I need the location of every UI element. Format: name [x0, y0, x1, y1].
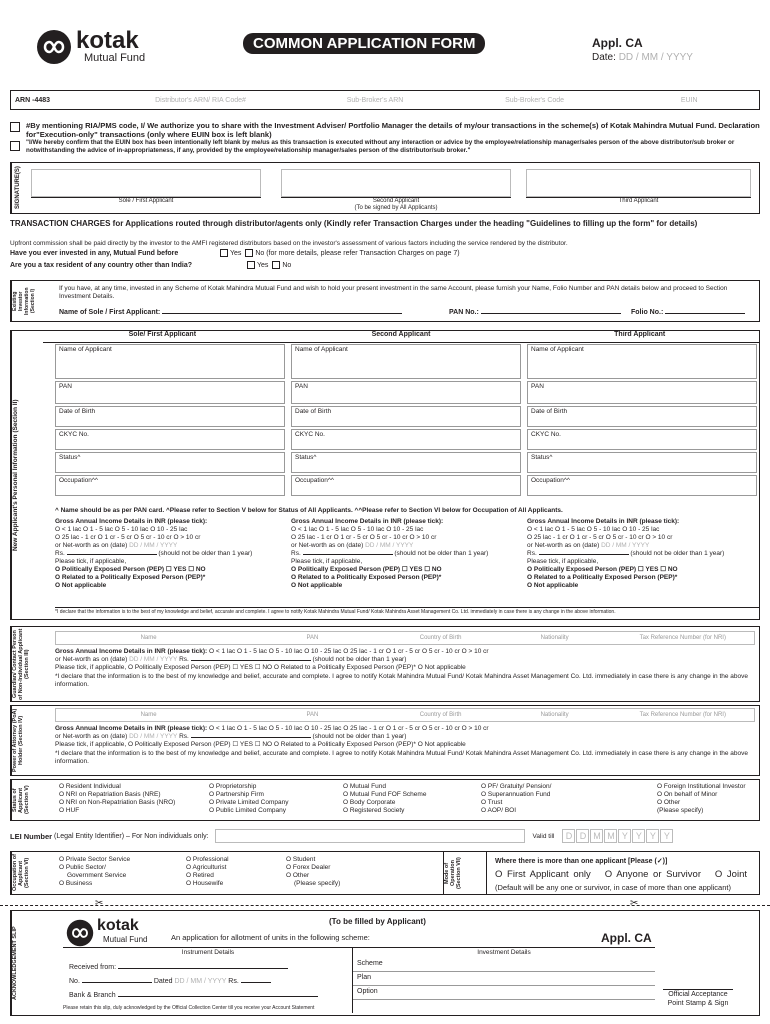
signature-section: [10, 162, 760, 214]
poa-networth[interactable]: or Net-worth as on (date) DD / MM / YYYY Rs. (should not be older than 1 year): [55, 733, 407, 740]
guardian-pep[interactable]: Please tick, if applicable, O Politically Exposed Person (PEP) ☐ YES ☐ NO O Related to a Politically Exposed Person (PEP)* O Not applicable: [55, 664, 466, 671]
invested-no-checkbox[interactable]: [245, 249, 253, 257]
applicant-3-field-4[interactable]: CKYC No.: [527, 429, 757, 450]
applicant-1-field-5[interactable]: Status^: [55, 452, 285, 473]
ack-footer: Please retain this slip, duly acknowledged by the Official Collection Center till you receive your Account Statement: [63, 1005, 315, 1011]
poa-fields[interactable]: Name PAN Country of Birth Nationality Tax Reference Number (for NRI): [55, 708, 755, 722]
guardian-declaration: *I declare that the information is to the best of my knowledge and belief, accurate and complete. I agree to notify Kotak Mahindra Mutual Fund/ Kotak Mahindra Asset Management Co. Ltd. immediately in case there is any change in the above information.: [55, 673, 749, 688]
existing-text: If you have, at any time, invested in any Scheme of Kotak Mahindra Mutual Fund and wish to hold your present investment in the same Account, please furnish your Name, Folio Number and PAN details below and proceed to Section Investment Details.: [59, 285, 728, 300]
applicant-1-field-3[interactable]: Date of Birth: [55, 406, 285, 427]
sign-box-second[interactable]: [281, 169, 511, 197]
applicant-3-field-6[interactable]: Occupation^^: [527, 475, 757, 496]
scissors-icon: ✂: [95, 898, 104, 909]
euin-checkbox[interactable]: [10, 141, 20, 151]
name-note: ^ Name should be as per PAN card. ^Please refer to Section V below for Status of All Applicants. ^^Please refer to Section VI below for Occupation of All Applicants.: [55, 507, 563, 514]
applicant-1-field-1[interactable]: Name of Applicant: [55, 344, 285, 379]
form-title: COMMON APPLICATION FORM: [243, 33, 485, 54]
occupation-col-2[interactable]: O Professional O Agriculturist O Retired O Housewife: [186, 856, 229, 887]
investment-details: Investment Details Scheme Plan Option: [353, 947, 655, 1013]
received-from-field[interactable]: Received from:: [69, 964, 288, 971]
guardian-section: Guardian/ Contact Person of Non-Individual Applicant (Section III) Name PAN Country of Birth Nationality Tax Reference Number (for NRI) Gross Annual Income Details in INR (please tick): O < 1 lac O 1 - 5 lac O 5 - 10 lac O 10 - 25 lac O 25 lac - 1 cr O 1 cr - 5 cr O 5 cr - 10 cr O > 10 cr or Net-worth as on (date) DD / MM / YYYY Rs. (should not be older than 1 year) Please tick, if applicable, O Politically Exposed Person (PEP) ☐ YES ☐ NO O Related to a Politically Exposed Person (PEP)* O Not applicable *I declare that the information is to the best of my knowledge and belief, accurate and complete. I agree to notify Kotak Mahindra Mutual Fund/ Kotak Mahindra Asset Management Co. Ltd. immediately in case there is any change in the above information.: [10, 626, 760, 702]
transaction-heading: TRANSACTION CHARGES for Applications routed through distributor/agents only (Kindly refer Transaction Charges under the heading "Guidelines to filling up the form" for details): [10, 219, 698, 228]
lei-date-box[interactable]: M: [604, 829, 617, 843]
scheme-field[interactable]: Scheme: [353, 960, 655, 972]
logo-brand: kotak: [76, 27, 139, 54]
instrument-no-field[interactable]: No. Dated DD / MM / YYYY Rs.: [69, 978, 271, 985]
stamp-area: Official Acceptance Point Stamp & Sign: [663, 989, 733, 1008]
applicant-2-field-2[interactable]: PAN: [291, 381, 521, 404]
lei-valid-date[interactable]: [562, 829, 674, 843]
applicant-3-income-block[interactable]: Gross Annual Income Details in INR (please tick): O < 1 lac O 1 - 5 lac O 5 - 10 lac O 10 - 25 lac O 25 lac - 1 cr O 1 cr - 5 cr O 5 cr - 10 cr O > 10 cr or Net-worth as on (date) DD / MM / YYYY Rs. (should not be older than 1 year) Please tick, if applicable, O Politically Exposed Person (PEP) ☐ YES ☐ NO O Related to a Politically Exposed Person (PEP)* O Not applicable: [527, 518, 725, 589]
acknowledgement-slip: ACKNOWLEDGEMENT SLIP kotak Mutual Fund (To be filled by Applicant) An application for allotment of units in the following scheme: Appl. CA Instrument Details Received from: No. Dated DD / MM / YYYY Rs. Bank & Branch Please retain this slip, duly acknowledged by the Official Collection Center till you receive your Account Statement Investment Details Scheme Plan Option Official Acceptance Point Stamp & Sign: [10, 910, 760, 1016]
sign-box-third[interactable]: [526, 169, 751, 197]
sign-label-first: Sole / First Applicant: [31, 197, 261, 204]
occupation-section: Occupation of Applicant (Section VI) O Private Sector Service O Public Sector/ Government Service O Business O Professional O Agriculturist O Retired O Housewife O Student O Forex Dealer O Other (Please specify) Mode of Operation (Section VII) Where there is more than one applicant [Please (✓)] O First Applicant only O Anyone or Survivor O Joint (Default will be any one or survivor, in case of more than one applicant): [10, 851, 760, 895]
status-col-4[interactable]: O PF/ Gratuity/ Pension/ O Superannuation Fund O Trust O AOP/ BOI: [481, 783, 552, 814]
cut-line: [0, 905, 770, 906]
sign-label-third: Third Applicant: [526, 197, 751, 204]
sign-label-second: Second Applicant: [281, 197, 511, 204]
ack-subtitle: An application for allotment of units in the following scheme:: [171, 933, 370, 942]
applicant-3-field-2[interactable]: PAN: [527, 381, 757, 404]
applicant-3-field-3[interactable]: Date of Birth: [527, 406, 757, 427]
ack-logo-sub: Mutual Fund: [103, 935, 148, 944]
lei-date-box[interactable]: M: [590, 829, 603, 843]
distributor-code-field[interactable]: Distributor's ARN/ RIA Code#: [155, 96, 246, 104]
appl-number-label: Appl. CA: [592, 36, 643, 50]
applicant-2-income-block[interactable]: Gross Annual Income Details in INR (please tick): O < 1 lac O 1 - 5 lac O 5 - 10 lac O 10 - 25 lac O 25 lac - 1 cr O 1 cr - 5 cr O 5 cr - 10 cr O > 10 cr or Net-worth as on (date) DD / MM / YYYY Rs. (should not be older than 1 year) Please tick, if applicable, O Politically Exposed Person (PEP) ☐ YES ☐ NO O Related to a Politically Exposed Person (PEP)* O Not applicable: [291, 518, 489, 589]
status-col-2[interactable]: O Proprietorship O Partnership Firm O Private Limited Company O Public Limited Company: [209, 783, 289, 814]
lei-input[interactable]: [215, 829, 525, 843]
lei-row: LEI Number (Legal Entity Identifier) – For Non individuals only: Valid till D D M M Y Y Y Y: [10, 829, 760, 843]
ria-declaration: #By mentioning RIA/PMS code, I/ We authorize you to share with the Investment Adviser/ Portfolio Manager the details of my/our transactions in the scheme(s) of Kotak Mahindra Mutual Fund. Declaration for"Execution-only" transactions (only where EUIN box is left blank): [10, 121, 760, 139]
option-field[interactable]: Option: [353, 988, 655, 1000]
mode-options[interactable]: O First Applicant only O Anyone or Survivor O Joint: [495, 869, 748, 880]
kotak-logo: [36, 27, 166, 67]
instrument-details: Instrument Details Received from: No. Dated DD / MM / YYYY Rs. Bank & Branch Please retain this slip, duly acknowledged by the Official Collection Center till you receive your Account Statement: [63, 947, 353, 1013]
sign-box-first[interactable]: [31, 169, 261, 197]
signature-side-label: SIGNATURE(S): [11, 163, 23, 213]
ack-title: (To be filled by Applicant): [329, 917, 426, 926]
euin-field[interactable]: EUIN: [680, 96, 698, 104]
lei-date-box[interactable]: Y: [660, 829, 673, 843]
lei-date-box[interactable]: Y: [632, 829, 645, 843]
new-applicant-section: New Applicant's Personal Information (Section II) Sole/ First Applicant Second Applicant Third Applicant Name of Applicant Name of Applicant Name of Applicant PAN PAN PAN Date of Birth Date of Birth Date of Birth CKYC No. CKYC No. CKYC No. Status^ Status^ Status^ Occupation^^ Occupation^^ Occupation^^ ^ Name should be as per PAN card. ^Please refer to Section V below for Status of All Applicants. ^^Please refer to Section VI below for Occupation of All Applicants. Gross Annual Income Details in INR (please tick): O < 1 lac O 1 - 5 lac O 5 - 10 lac O 10 - 25 lac O 25 lac - 1 cr O 1 cr - 5 cr O 5 cr - 10 cr O > 10 cr or Net-worth as on (date) DD / MM / YYYY Rs. (should not be older than 1 year) Please tick, if applicable, O Politically Exposed Person (PEP) ☐ YES ☐ NO O Related to a Politically Exposed Person (PEP)* O Not applicable Gross Annual Income Details in INR (please tick): O < 1 lac O 1 - 5 lac O 5 - 10 lac O 10 - 25 lac O 25 lac - 1 cr O 1 cr - 5 cr O 5 cr - 10 cr O > 10 cr or Net-worth as on (date) DD / MM / YYYY Rs. (should not be older than 1 year) Please tick, if applicable, O Politically Exposed Person (PEP) ☐ YES ☐ NO O Related to a Politically Exposed Person (PEP)* O Not applicable Gross Annual Income Details in INR (please tick): O < 1 lac O 1 - 5 lac O 5 - 10 lac O 10 - 25 lac O 25 lac - 1 cr O 1 cr - 5 cr O 5 cr - 10 cr O > 10 cr or Net-worth as on (date) DD / MM / YYYY Rs. (should not be older than 1 year) Please tick, if applicable, O Politically Exposed Person (PEP) ☐ YES ☐ NO O Related to a Politically Exposed Person (PEP)* O Not applicable *I declare that the information is to the best of my knowledge and belief, accurate and complete. I agree to notify Kotak Mahindra Mutual Fund/ Kotak Mahindra Asset Management Co. Ltd. immediately in case there is any change in the above information.: [10, 330, 760, 620]
guardian-income[interactable]: Gross Annual Income Details in INR (please tick): O < 1 lac O 1 - 5 lac O 5 - 10 lac O 10 - 25 lac O 25 lac - 1 cr O 1 cr - 5 cr O 5 cr - 10 cr O > 10 cr: [55, 648, 489, 655]
applicant-1-field-6[interactable]: Occupation^^: [55, 475, 285, 496]
lei-date-box[interactable]: Y: [646, 829, 659, 843]
sub-broker-arn-field[interactable]: Sub-Broker's ARN: [346, 96, 404, 104]
poa-declaration: *I declare that the information is to the best of my knowledge and belief, accurate and complete. I agree to notify Kotak Mahindra Mutual Fund/ Kotak Mahindra Asset Management Co. Ltd. immediately in case there is any change in the above information.: [55, 750, 749, 765]
applicant-1-field-2[interactable]: PAN: [55, 381, 285, 404]
invested-options: Yes No (for more details, please refer Transaction Charges on page 7): [220, 249, 460, 257]
arn-code: ARN -4483: [15, 96, 51, 104]
occupation-col-3[interactable]: O Student O Forex Dealer O Other (Please specify): [286, 856, 341, 887]
mode-heading: Where there is more than one applicant [Please (✓)]: [495, 858, 668, 865]
ack-logo-icon: [66, 919, 94, 947]
lei-date-box[interactable]: Y: [618, 829, 631, 843]
applicant-2-field-6[interactable]: Occupation^^: [291, 475, 521, 496]
invested-yes-checkbox[interactable]: [220, 249, 228, 257]
applicant-3-field-1[interactable]: Name of Applicant: [527, 344, 757, 379]
existing-folio-field[interactable]: Folio No.:: [631, 309, 745, 316]
new-applicant-declaration: *I declare that the information is to the best of my knowledge and belief, accurate and complete. I agree to notify Kotak Mahindra Mutual Fund/ Kotak Mahindra Asset Management Co. Ltd. immediately in case there is any change in the above information.: [55, 607, 759, 615]
invested-question: Have you ever invested in any, Mutual Fund before: [10, 250, 179, 257]
broker-row: [10, 90, 760, 110]
mode-note: (Default will be any one or survivor, in case of more than one applicant): [495, 883, 731, 892]
sub-broker-code-field[interactable]: Sub-Broker's Code: [505, 96, 565, 104]
ack-logo-brand: kotak: [97, 917, 139, 934]
poa-income[interactable]: Gross Annual Income Details in INR (please tick): O < 1 lac O 1 - 5 lac O 5 - 10 lac O 10 - 25 lac O 25 lac - 1 cr O 1 cr - 5 cr O 5 cr - 10 cr O > 10 cr: [55, 725, 489, 732]
poa-pep[interactable]: Please tick, if applicable, O Politically Exposed Person (PEP) ☐ YES ☐ NO O Related to a Politically Exposed Person (PEP)* O Not applicable: [55, 741, 466, 748]
euin-declaration: "I/We hereby confirm that the EUIN box has been intentionally left blank by me/us as this transaction is executed without any interaction or advice by the employee/relationship manager/sales person of the above distributor/sub broker or notwithstanding the advice of in-appropriateness, if any, provided by the employee/relationship manager/sales person of the distributor/sub broker.": [10, 139, 760, 155]
poa-section: Power of Attorney (PoA) Holder (Section IV) Name PAN Country of Birth Nationality Tax Reference Number (for NRI) Gross Annual Income Details in INR (please tick): O < 1 lac O 1 - 5 lac O 5 - 10 lac O 10 - 25 lac O 25 lac - 1 cr O 1 cr - 5 cr O 5 cr - 10 cr O > 10 cr or Net-worth as on (date) DD / MM / YYYY Rs. (should not be older than 1 year) Please tick, if applicable, O Politically Exposed Person (PEP) ☐ YES ☐ NO O Related to a Politically Exposed Person (PEP)* O Not applicable *I declare that the information is to the best of my knowledge and belief, accurate and complete. I agree to notify Kotak Mahindra Mutual Fund/ Kotak Mahindra Asset Management Co. Ltd. immediately in case there is any change in the above information.: [10, 705, 760, 776]
ack-appl-number: Appl. CA: [601, 931, 652, 945]
applicant-2-field-3[interactable]: Date of Birth: [291, 406, 521, 427]
lei-date-box[interactable]: D: [576, 829, 589, 843]
tax-question: Are you a tax resident of any country other than India?: [10, 262, 193, 269]
status-col-1[interactable]: O Resident Individual O NRI on Repatriation Basis (NRE) O NRI on Non-Repatriation Basis (NRO) O HUF: [59, 783, 176, 814]
applicant-2-field-4[interactable]: CKYC No.: [291, 429, 521, 450]
guardian-fields[interactable]: Name PAN Country of Birth Nationality Tax Reference Number (for NRI): [55, 631, 755, 645]
applicant-1-income-block[interactable]: Gross Annual Income Details in INR (please tick): O < 1 lac O 1 - 5 lac O 5 - 10 lac O 10 - 25 lac O 25 lac - 1 cr O 1 cr - 5 cr O 5 cr - 10 cr O > 10 cr or Net-worth as on (date) DD / MM / YYYY Rs. (should not be older than 1 year) Please tick, if applicable, O Politically Exposed Person (PEP) ☐ YES ☐ NO O Related to a Politically Exposed Person (PEP)* O Not applicable: [55, 518, 253, 589]
applicant-headers: Sole/ First Applicant Second Applicant Third Applicant: [43, 331, 759, 343]
existing-name-field[interactable]: Name of Sole / First Applicant:: [59, 309, 402, 316]
applicant-2-field-1[interactable]: Name of Applicant: [291, 344, 521, 379]
kotak-infinity-icon: [36, 29, 72, 65]
ria-checkbox[interactable]: [10, 122, 20, 132]
lei-date-box[interactable]: D: [562, 829, 575, 843]
guardian-networth[interactable]: or Net-worth as on (date) DD / MM / YYYY Rs. (should not be older than 1 year): [55, 656, 407, 663]
status-col-3[interactable]: O Mutual Fund O Mutual Fund FOF Scheme O Body Corporate O Registered Society: [343, 783, 427, 814]
status-col-5[interactable]: O Foreign Institutional Investor O On behalf of Minor O Other (Please specify): [657, 783, 746, 814]
applicant-2-field-5[interactable]: Status^: [291, 452, 521, 473]
tax-yes-checkbox[interactable]: [247, 261, 255, 269]
occupation-col-1[interactable]: O Private Sector Service O Public Sector/ Government Service O Business: [59, 856, 131, 887]
status-section: Status of Applicant (Section V) O Resident Individual O NRI on Repatriation Basis (NRE) O NRI on Non-Repatriation Basis (NRO) O HUF O Proprietorship O Partnership Firm O Private Limited Company O Public Limited Company O Mutual Fund O Mutual Fund FOF Scheme O Body Corporate O Registered Society O PF/ Gratuity/ Pension/ O Superannuation Fund O Trust O AOP/ BOI O Foreign Institutional Investor O On behalf of Minor O Other (Please specify): [10, 779, 760, 821]
upfront-note: Upfront commission shall be paid directly by the investor to the AMFI registered distributors based on the investor's assessment of various factors including the service rendered by the distributor.: [10, 240, 568, 247]
plan-field[interactable]: Plan: [353, 974, 655, 986]
existing-pan-field[interactable]: PAN No.:: [449, 309, 621, 316]
logo-sub: Mutual Fund: [84, 52, 146, 64]
applicant-3-field-5[interactable]: Status^: [527, 452, 757, 473]
sign-note: (To be signed by All Applicants): [354, 205, 438, 211]
date-field[interactable]: Date: DD / MM / YYYY: [592, 52, 693, 63]
tax-no-checkbox[interactable]: [272, 261, 280, 269]
tax-options: Yes No: [247, 261, 291, 269]
bank-branch-field[interactable]: Bank & Branch: [69, 992, 318, 999]
scissors-icon-right: ✂: [630, 898, 639, 909]
applicant-1-field-4[interactable]: CKYC No.: [55, 429, 285, 450]
existing-investor-section: Existing Investor Information (Section I) If you have, at any time, invested in any Scheme of Kotak Mahindra Mutual Fund and wish to hold your present investment in the same Account, please furnish your Name, Folio Number and PAN details below and proceed to Section Investment Details. Name of Sole / First Applicant: PAN No.: Folio No.:: [10, 280, 760, 322]
